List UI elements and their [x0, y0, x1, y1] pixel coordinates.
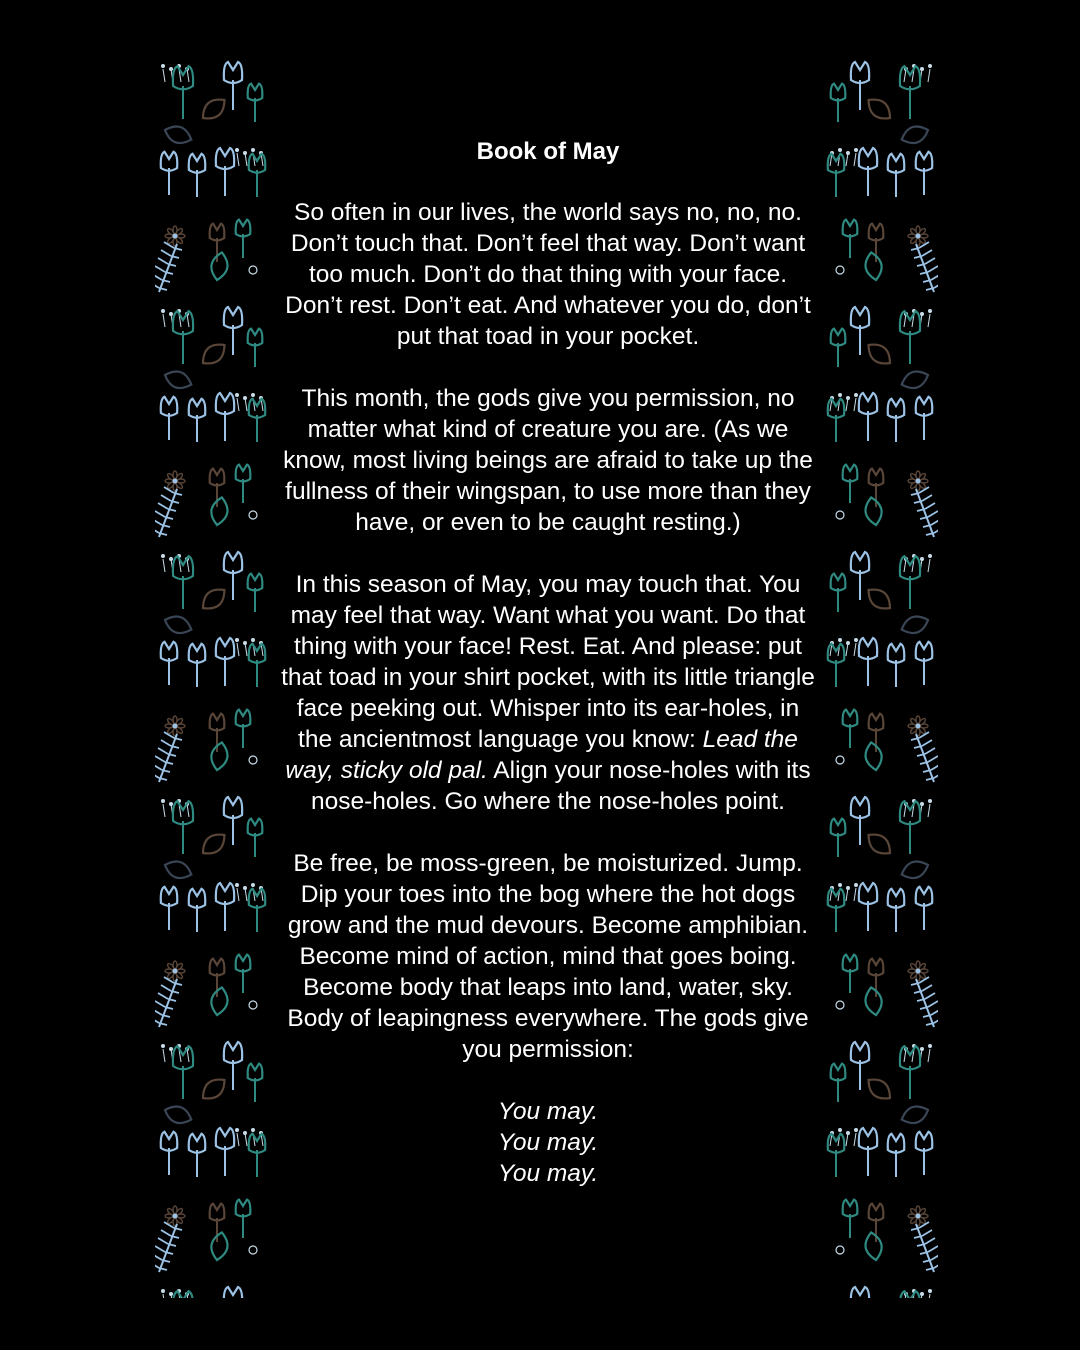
left-floral-border [155, 58, 270, 1298]
paragraph-text: Align your nose-holes with its nose-holes. Go where the nose-holes point. [311, 757, 811, 815]
paragraph-text: So often in our lives, the world says no, no, no. Don’t touch that. Don’t feel that way. Don’t want too much. Don’t do that thing with your face. Don’t rest. Don’t eat. And whatever you do, don’t put that toad in your pocket. [285, 199, 811, 350]
paragraph-4 [278, 848, 818, 1065]
paragraph-2 [278, 383, 818, 538]
folk-floral-border-icon [823, 58, 938, 1298]
refrain-line: You may. [497, 1098, 599, 1125]
refrain-line: You may. [497, 1160, 599, 1187]
folk-floral-border-icon [155, 58, 270, 1298]
right-floral-border [823, 58, 938, 1298]
page-title: Book of May [476, 138, 620, 165]
paragraph-3 [278, 569, 818, 817]
paragraph-italic-text: Lead the way, sticky old pal. [285, 726, 798, 784]
paragraph-text: In this season of May, you may touch that. You may feel that way. Want what you want. Do that thing with your face! Rest. Eat. And please: put that toad in your shirt pocket, with its little triangle face peeking out. Whisper into its ear-holes, in the ancientmost language you know: [281, 571, 815, 753]
poem-body [278, 136, 818, 1189]
refrain-line: You may. [497, 1129, 599, 1156]
paragraph-1 [278, 197, 818, 352]
paragraph-text: This month, the gods give you permission, no matter what kind of creature you are. (As we know, most living beings are afraid to take up the fullness of their wingspan, to use more than they have, or even to be caught resting.) [283, 385, 813, 536]
paragraph-text: Be free, be moss-green, be moisturized. Jump. Dip your toes into the bog where the hot dogs grow and the mud devours. Become amphibian. Become mind of action, mind that goes boing. Become body that leaps into land, water, sky. Body of leapingness everywhere. The gods give you permission: [287, 850, 809, 1063]
closing-refrain [278, 1096, 818, 1189]
